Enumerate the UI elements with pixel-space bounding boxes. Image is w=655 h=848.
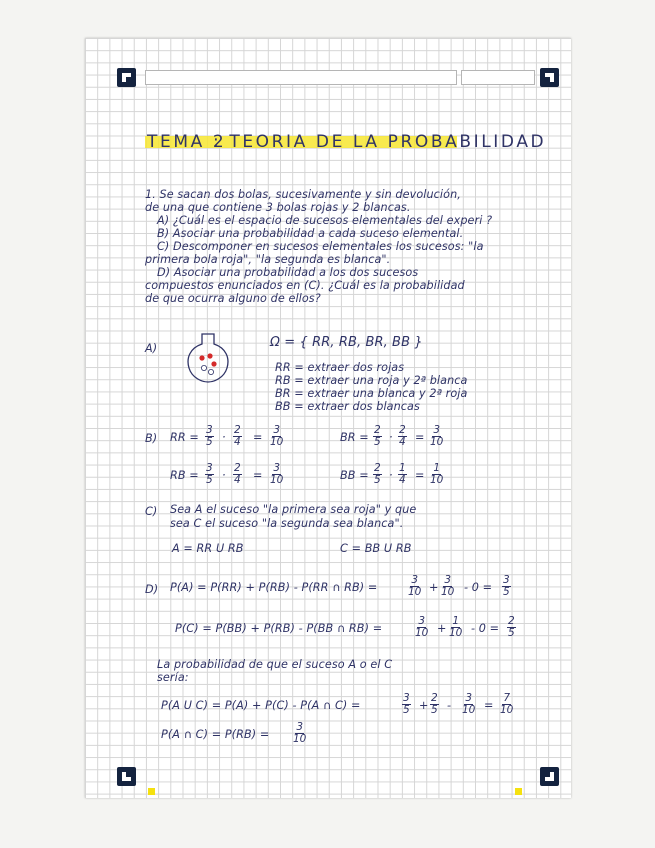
part-a-label: A) bbox=[145, 342, 158, 355]
fraction: $\frac{2}{5}$ bbox=[431, 692, 438, 716]
operator: - bbox=[447, 699, 452, 712]
statement-line: B) Asociar una probabilidad a cada suceso elemental. bbox=[157, 227, 464, 240]
fraction: $\frac{2}{4}$ bbox=[399, 424, 406, 448]
event-definition: RB = extraer una roja y 2ª blanca bbox=[275, 374, 468, 387]
operator: = bbox=[415, 431, 425, 444]
fraction: $\frac{2}{5}$ bbox=[374, 462, 381, 486]
operator: + bbox=[419, 699, 429, 712]
event-definition: RR = extraer dos rojas bbox=[275, 361, 405, 374]
corner-marker-icon bbox=[117, 68, 136, 87]
statement-line: D) Asociar una probabilidad a los dos sucesos bbox=[157, 266, 419, 279]
fraction: $\frac{3}{10}$ bbox=[293, 721, 307, 745]
prob-lhs: RR = bbox=[170, 431, 199, 444]
prob-lhs: BR = bbox=[340, 431, 369, 444]
equation-pa: P(A) = P(RR) + P(RB) - P(RR ∩ RB) = bbox=[170, 581, 378, 594]
fraction: $\frac{3}{10}$ bbox=[408, 574, 422, 598]
fraction: $\frac{3}{5}$ bbox=[503, 574, 510, 598]
statement-line: primera bola roja", "la segunda es blanca". bbox=[145, 253, 391, 266]
part-c-text: Sea A el suceso "la primera sea roja" y que bbox=[170, 503, 417, 516]
fraction: $\frac{3}{5}$ bbox=[206, 462, 213, 486]
fraction: $\frac{3}{10}$ bbox=[430, 424, 444, 448]
part-d-label: D) bbox=[145, 583, 159, 596]
statement-line: de una que contiene 3 bolas rojas y 2 blancas. bbox=[145, 201, 411, 214]
fraction: $\frac{3}{10}$ bbox=[415, 615, 429, 639]
statement-line: 1. Se sacan dos bolas, sucesivamente y sin devolución, bbox=[145, 188, 461, 201]
title-subject: : TEORIA DE LA PROBABILIDAD bbox=[213, 132, 547, 152]
fraction: $\frac{3}{10}$ bbox=[270, 462, 284, 486]
statement-line: compuestos enunciados en (C). ¿Cuál es la probabilidad bbox=[145, 279, 465, 292]
fraction: $\frac{3}{5}$ bbox=[403, 692, 410, 716]
fraction: $\frac{2}{4}$ bbox=[234, 462, 241, 486]
fraction: $\frac{3}{10}$ bbox=[441, 574, 455, 598]
operator: · bbox=[222, 431, 226, 444]
equation-pc: P(C) = P(BB) + P(RB) - P(BB ∩ RB) = bbox=[175, 622, 383, 635]
fraction: $\frac{3}{5}$ bbox=[206, 424, 213, 448]
notebook-page bbox=[85, 38, 571, 798]
fraction: $\frac{7}{10}$ bbox=[500, 692, 514, 716]
event-definition: BB = extraer dos blancas bbox=[275, 400, 420, 413]
fraction: $\frac{2}{5}$ bbox=[508, 615, 515, 639]
operator: - 0 = bbox=[464, 581, 493, 594]
statement-line: C) Descomponer en sucesos elementales los sucesos: "la bbox=[157, 240, 484, 253]
operator: + bbox=[437, 622, 447, 635]
fraction: $\frac{3}{10}$ bbox=[270, 424, 284, 448]
header-field bbox=[145, 70, 457, 85]
title-tema: TEMA 2 bbox=[147, 132, 227, 152]
operator: · bbox=[389, 469, 393, 482]
statement-line: A) ¿Cuál es el espacio de sucesos elementales del experi ? bbox=[157, 214, 493, 227]
fraction: $\frac{2}{4}$ bbox=[234, 424, 241, 448]
operator: · bbox=[389, 431, 393, 444]
fraction: $\frac{2}{5}$ bbox=[374, 424, 381, 448]
prob-lhs: BB = bbox=[340, 469, 369, 482]
note-text: La probabilidad de que el suceso A o el C bbox=[157, 658, 393, 671]
set-c: C = BB U RB bbox=[340, 542, 412, 555]
yellow-mark bbox=[515, 788, 522, 795]
fraction: $\frac{1}{10}$ bbox=[430, 462, 444, 486]
operator: = bbox=[253, 469, 263, 482]
operator: = bbox=[484, 699, 494, 712]
event-definition: BR = extraer una blanca y 2ª roja bbox=[275, 387, 468, 400]
note-text: sería: bbox=[157, 671, 189, 684]
operator: - 0 = bbox=[471, 622, 500, 635]
urn-drawing-icon bbox=[180, 330, 236, 386]
corner-marker-icon bbox=[540, 68, 559, 87]
prob-lhs: RB = bbox=[170, 469, 199, 482]
part-c-label: C) bbox=[145, 505, 158, 518]
part-c-text: sea C el suceso "la segunda sea blanca". bbox=[170, 517, 404, 530]
operator: = bbox=[415, 469, 425, 482]
header-field-date bbox=[461, 70, 535, 85]
yellow-mark bbox=[148, 788, 155, 795]
sample-space: Ω = { RR, RB, BR, BB } bbox=[270, 335, 423, 350]
operator: = bbox=[253, 431, 263, 444]
equation-intersection: P(A ∩ C) = P(RB) = bbox=[161, 728, 270, 741]
corner-marker-icon bbox=[117, 767, 136, 786]
operator: + bbox=[429, 581, 439, 594]
operator: · bbox=[222, 469, 226, 482]
part-b-label: B) bbox=[145, 432, 158, 445]
fraction: $\frac{1}{4}$ bbox=[399, 462, 406, 486]
corner-marker-icon bbox=[540, 767, 559, 786]
set-a: A = RR U RB bbox=[172, 542, 244, 555]
statement-line: de que ocurra alguno de ellos? bbox=[145, 292, 321, 305]
fraction: $\frac{3}{10}$ bbox=[462, 692, 476, 716]
equation-union: P(A U C) = P(A) + P(C) - P(A ∩ C) = bbox=[161, 699, 361, 712]
fraction: $\frac{1}{10}$ bbox=[449, 615, 463, 639]
